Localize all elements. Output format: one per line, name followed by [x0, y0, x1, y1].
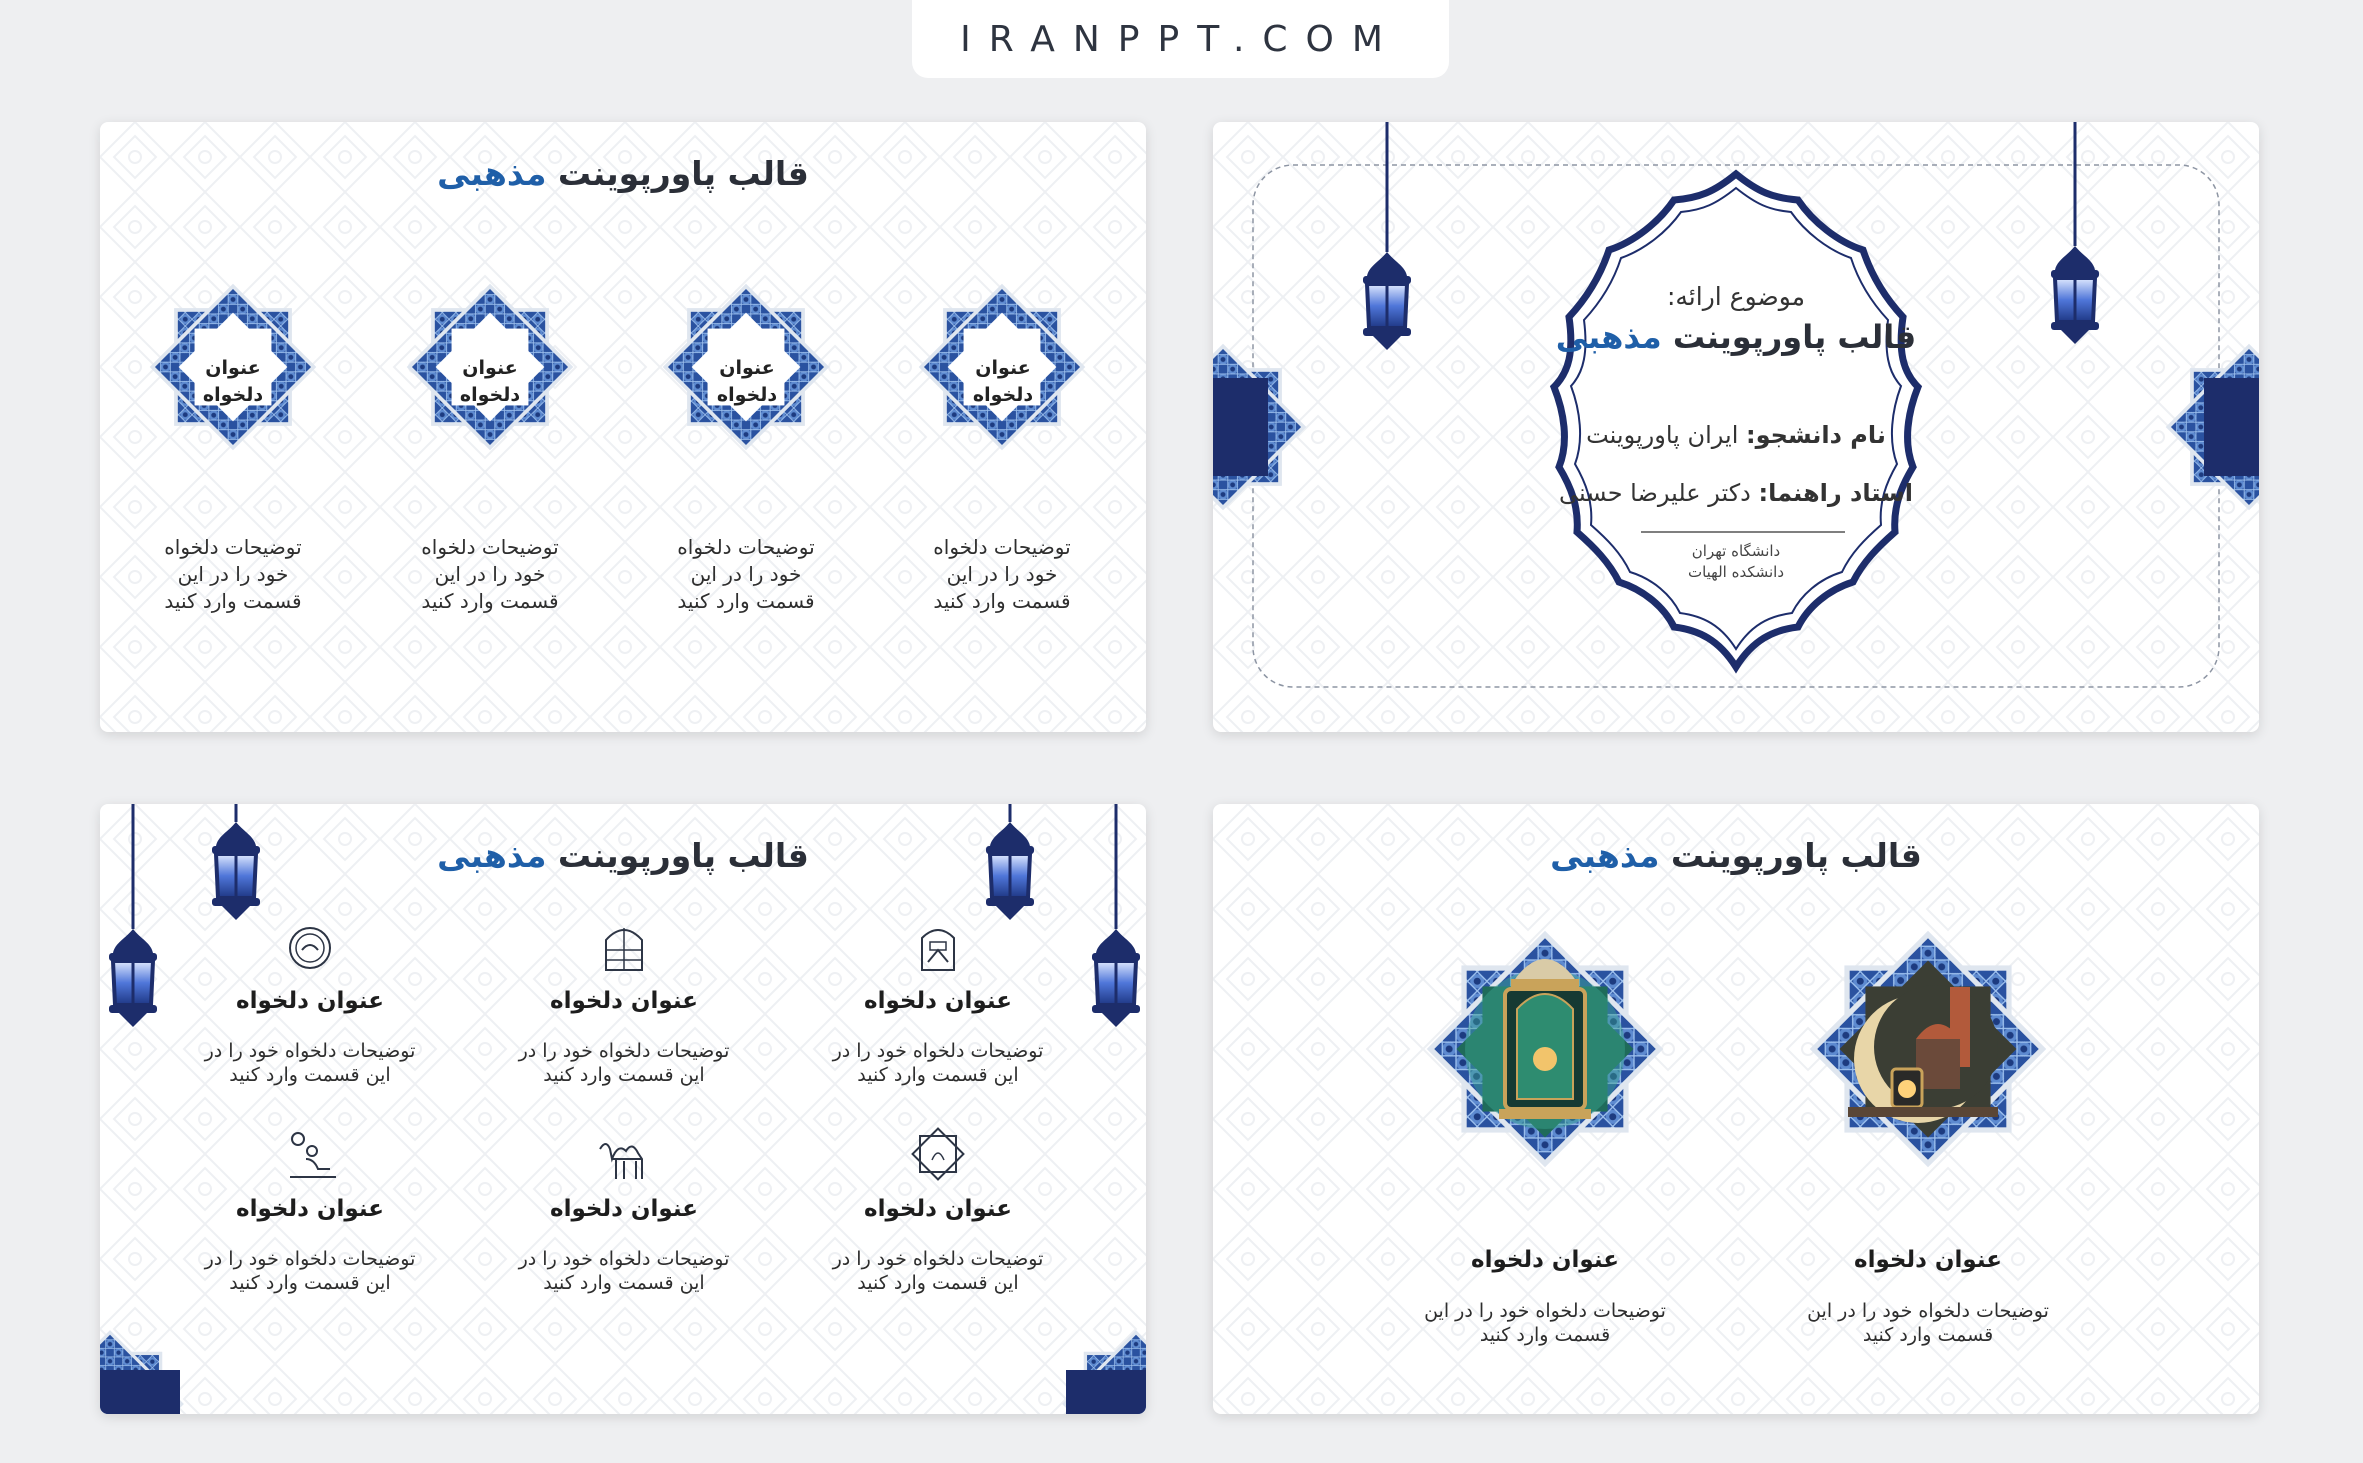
lantern-mosque-image	[1431, 935, 1660, 1164]
item-description: توضیحات دلخواه خود را در این قسمت وارد کنید	[832, 1040, 1044, 1086]
item-description: توضیحات دلخواه خود را در این قسمت وارد کنید	[518, 1248, 730, 1294]
item-description: توضیحات دلخواه خود را در این قسمت وارد کنید	[1807, 1300, 2049, 1346]
item-heading: عنوان دلخواه	[202, 357, 264, 406]
slide-four-stars[interactable]	[100, 122, 1146, 732]
faculty-name: دانشکده الهیات	[1687, 563, 1785, 581]
slide-two-images[interactable]	[1213, 804, 2259, 1414]
item-heading: عنوان دلخواه	[459, 357, 521, 406]
crescent-mosque-image	[1814, 935, 2043, 1164]
item-heading: عنوان دلخواه	[864, 988, 1012, 1014]
lantern-icon	[2051, 122, 2099, 344]
item-heading: عنوان دلخواه	[236, 1196, 384, 1222]
item-heading: عنوان دلخواه	[550, 988, 698, 1014]
item-description: توضیحات دلخواه خود را در این قسمت وارد کنید	[933, 535, 1071, 613]
item-description: توضیحات دلخواه خود را در این قسمت وارد کنید	[204, 1040, 416, 1086]
brand-watermark: IRANPPT.COM	[912, 0, 1449, 78]
slide-title	[100, 154, 1146, 193]
item-description: توضیحات دلخواه خود را در این قسمت وارد کنید	[518, 1040, 730, 1086]
item-description: توضیحات دلخواه خود را در این قسمت وارد کنید	[1424, 1300, 1666, 1346]
advisor-line: استاد راهنما: دکتر علیرضا حسنی	[1559, 479, 1913, 507]
slide-cover[interactable]	[1213, 122, 2259, 732]
item-description: توضیحات دلخواه خود را در این قسمت وارد کنید	[164, 535, 302, 613]
lantern-icon	[1363, 122, 1411, 350]
camel-icon	[594, 1129, 654, 1183]
image-stars	[1213, 884, 2259, 1224]
item-heading: عنوان دلخواه	[864, 1196, 1012, 1222]
prayer-icon	[284, 1129, 340, 1183]
item-heading: عنوان دلخواه	[716, 357, 778, 406]
title-accent: مذهبی	[437, 154, 547, 193]
university-name: دانشگاه تهران	[1691, 542, 1781, 560]
item-description: توضیحات دلخواه خود را در این قسمت وارد کنید	[832, 1248, 1044, 1294]
halal-icon	[284, 922, 336, 974]
cover-title: قالب پاورپوینت مذهبی	[1555, 318, 1917, 356]
item-description: توضیحات دلخواه خود را در این قسمت وارد کنید	[677, 535, 815, 613]
slide-title: قالب پاورپوینت مذهبی	[1550, 836, 1922, 875]
student-line: نام دانشجو: ایران پاورپوینت	[1586, 421, 1886, 449]
item-heading: عنوان دلخواه	[972, 357, 1034, 406]
allah-seal-icon	[910, 1126, 966, 1182]
item-heading: عنوان دلخواه	[236, 988, 384, 1014]
item-description: توضیحات دلخواه خود را در این قسمت وارد کنید	[421, 535, 559, 613]
slide-icon-grid[interactable]	[100, 804, 1146, 1414]
item-heading: عنوان دلخواه	[550, 1196, 698, 1222]
topic-label: موضوع ارائه:	[1666, 282, 1806, 311]
slide-title: قالب پاورپوینت مذهبی	[437, 836, 809, 875]
quran-stand-icon	[912, 920, 964, 974]
item-heading: عنوان دلخواه	[1854, 1247, 2002, 1273]
title-main: قالب پاورپوینت	[557, 154, 809, 193]
item-description: توضیحات دلخواه خود را در این قسمت وارد کنید	[204, 1248, 416, 1294]
item-heading: عنوان دلخواه	[1471, 1247, 1619, 1273]
window-icon	[598, 920, 650, 974]
